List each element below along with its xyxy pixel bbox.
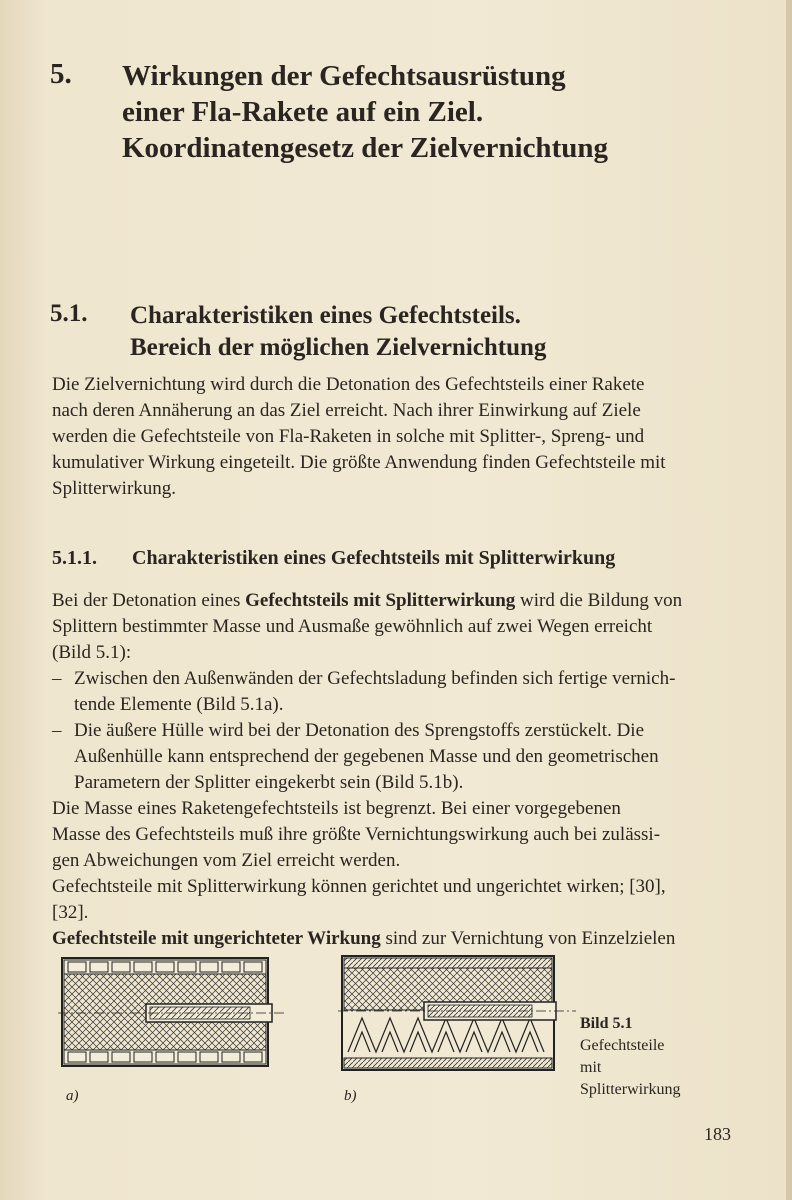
notched-casing-top bbox=[344, 958, 552, 968]
figure-a-diagram bbox=[58, 952, 288, 1074]
text-line: Die Zielvernichtung wird durch die Detonation des Gefechtsteils einer Rakete bbox=[52, 374, 645, 395]
caption-line: mit bbox=[580, 1059, 602, 1076]
text-line: Die äußere Hülle wird bei der Detonation des Sprengstoffs zerstückelt. Die bbox=[74, 720, 644, 741]
intro-paragraph bbox=[52, 372, 732, 502]
subsection-number: 5.1.1. bbox=[52, 547, 97, 569]
bold-term: Gefechtsteils mit Splitterwirkung bbox=[245, 590, 516, 611]
figure-b-diagram bbox=[338, 952, 578, 1074]
figure-a-label: a) bbox=[66, 1088, 79, 1104]
text-line: nach deren Annäherung an das Ziel erreicht. Nach ihrer Einwirkung auf Ziele bbox=[52, 400, 641, 421]
text-segment: Bei der Detonation eines bbox=[52, 590, 246, 611]
caption-number: Bild 5.1 bbox=[580, 1015, 633, 1032]
bullet-dash: – bbox=[52, 668, 62, 689]
text-line: [32]. bbox=[52, 902, 89, 923]
figure-caption bbox=[580, 1013, 730, 1101]
chapter-title-line: Koordinatengesetz der Zielvernichtung bbox=[122, 132, 608, 164]
text-line: Zwischen den Außenwänden der Gefechtsladung befinden sich fertige vernich- bbox=[74, 668, 676, 689]
text-segment: sind zur Vernichtung von Einzelzielen bbox=[380, 928, 676, 949]
text-line: Splittern bestimmter Masse und Ausmaße gewöhnlich auf zwei Wegen erreicht bbox=[52, 616, 653, 637]
page-number: 183 bbox=[704, 1124, 731, 1144]
subsection-heading bbox=[52, 547, 615, 570]
bold-term: Gefechtsteile mit ungerichteter Wirkung bbox=[52, 928, 381, 949]
text-line: tende Elemente (Bild 5.1a). bbox=[74, 694, 284, 715]
cumulative-cones bbox=[348, 1018, 544, 1052]
chapter-title bbox=[122, 58, 742, 166]
section-title-line: Charakteristiken eines Gefechtsteils. bbox=[130, 302, 521, 329]
section-title bbox=[130, 300, 730, 364]
caption-line: Gefechtsteile bbox=[580, 1037, 665, 1054]
subsection-title: Charakteristiken eines Gefechtsteils mit Splitterwirkung bbox=[132, 547, 616, 569]
bullet-dash: – bbox=[52, 720, 62, 741]
text-line: Gefechtsteile mit Splitterwirkung können gerichtet und ungerichtet wirken; [30], bbox=[52, 876, 666, 897]
text-line: gen Abweichungen vom Ziel erreicht werden. bbox=[52, 850, 401, 871]
text-line: werden die Gefechtsteile von Fla-Raketen in solche mit Splitter-, Spreng- und bbox=[52, 426, 645, 447]
list-item bbox=[52, 666, 732, 718]
text-segment: wird die Bildung von bbox=[515, 590, 683, 611]
text-line bbox=[52, 588, 732, 614]
fragment-row-top bbox=[64, 960, 266, 974]
text-line: Parametern der Splitter eingekerbt sein (Bild 5.1b). bbox=[74, 772, 464, 793]
text-line: Außenhülle kann entsprechend der gegebenen Masse und den geometrischen bbox=[74, 746, 659, 767]
fragment-row-bottom bbox=[64, 1050, 266, 1064]
chapter-number: 5. bbox=[50, 58, 72, 90]
figure-b-label: b) bbox=[344, 1088, 357, 1104]
text-line: kumulativer Wirkung eingeteilt. Die größte Anwendung finden Gefechtsteile mit bbox=[52, 452, 666, 473]
chapter-title-line: einer Fla-Rakete auf ein Ziel. bbox=[122, 96, 484, 128]
text-line: Splitterwirkung. bbox=[52, 478, 177, 499]
text-line bbox=[52, 926, 732, 952]
section-title-line: Bereich der möglichen Zielvernichtung bbox=[130, 334, 547, 361]
text-line: (Bild 5.1): bbox=[52, 642, 132, 663]
chapter-title-line: Wirkungen der Gefechtsausrüstung bbox=[122, 60, 566, 92]
text-line: Die Masse eines Raketengefechtsteils ist begrenzt. Bei einer vorgegebenen bbox=[52, 798, 621, 819]
list-item bbox=[52, 718, 732, 796]
section-number: 5.1. bbox=[50, 300, 88, 327]
caption-line: Splitterwirkung bbox=[580, 1081, 681, 1098]
text-line: Masse des Gefechtsteils muß ihre größte Vernichtungswirkung auch bei zulässi- bbox=[52, 824, 661, 845]
page-edge bbox=[786, 0, 792, 1200]
notched-casing-bottom bbox=[344, 1058, 552, 1068]
body-text bbox=[52, 588, 732, 952]
